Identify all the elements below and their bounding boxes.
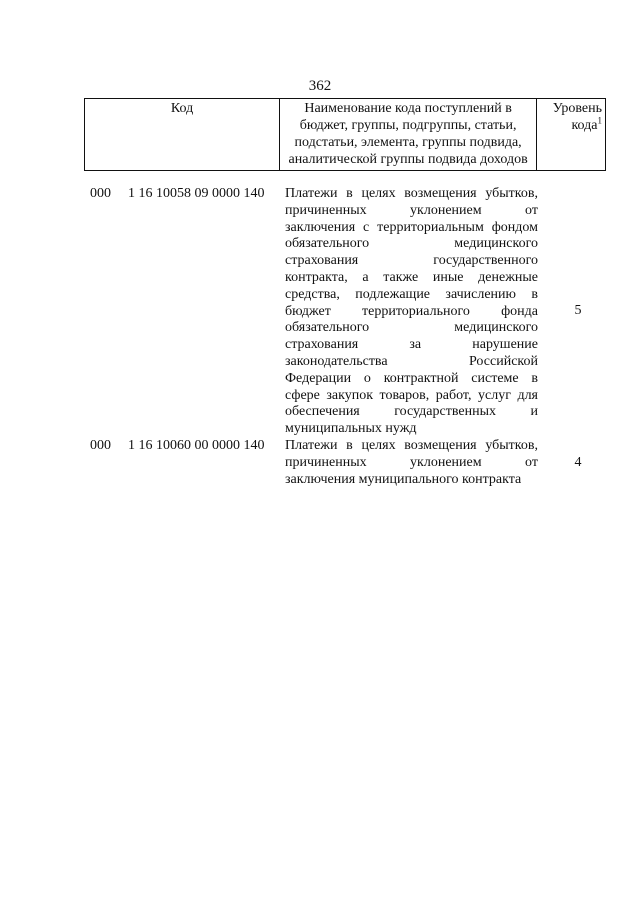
- header-name-line: бюджет, группы, подгруппы, статьи,: [299, 118, 517, 133]
- header-level-line: [540, 117, 602, 134]
- description-line: сфере закупок товаров, работ, услуг для: [285, 387, 538, 403]
- description-line: обязательного медицинского: [285, 320, 538, 336]
- description-line: законодательства Российской: [285, 353, 538, 369]
- row-prefix: 000: [90, 186, 111, 201]
- description-line: бюджет территориального фонда: [285, 303, 538, 319]
- description-line: страхования за нарушение: [285, 337, 538, 353]
- header-name-line: подстатьи, элемента, группы подвида,: [294, 135, 522, 150]
- description-line: Платежи в целях возмещения убытков,: [285, 438, 538, 453]
- header-code: Код: [85, 99, 280, 171]
- description-line: причиненных уклонением от: [285, 454, 538, 470]
- description-line: страхования государственного: [285, 253, 538, 269]
- header-level: [537, 99, 606, 171]
- row-level: 4: [574, 455, 582, 470]
- header-level-line: Уровень: [552, 101, 602, 116]
- row-level: 5: [574, 303, 582, 318]
- header-name-line: Наименование кода поступлений в: [304, 101, 512, 116]
- description-line: причиненных уклонением от: [285, 202, 538, 218]
- header-name: [280, 99, 537, 171]
- page-number: 362: [308, 78, 332, 94]
- row-description: [285, 186, 538, 438]
- footnote-marker: 1: [597, 115, 602, 126]
- header-name-line: аналитической группы подвида доходов: [288, 152, 528, 167]
- row-code: 1 16 10058 09 0000 140: [128, 186, 265, 201]
- column-header-table: [84, 98, 606, 171]
- description-line: контракта, а также иные денежные: [285, 269, 538, 285]
- row-description: [285, 438, 538, 488]
- description-line: заключения с территориальным фондом: [285, 219, 538, 235]
- row-prefix: 000: [90, 438, 111, 453]
- description-line: средства, подлежащие зачислению в: [285, 286, 538, 302]
- description-line: обеспечения государственных и: [285, 404, 538, 420]
- description-line: обязательного медицинского: [285, 236, 538, 252]
- row-code: 1 16 10060 00 0000 140: [128, 438, 265, 453]
- description-line: Федерации о контрактной системе в: [285, 370, 538, 386]
- description-line: муниципальных нужд: [285, 421, 417, 437]
- description-line: Платежи в целях возмещения убытков,: [285, 186, 538, 201]
- header-level-word: кода: [571, 118, 598, 133]
- description-line: заключения муниципального контракта: [285, 471, 522, 487]
